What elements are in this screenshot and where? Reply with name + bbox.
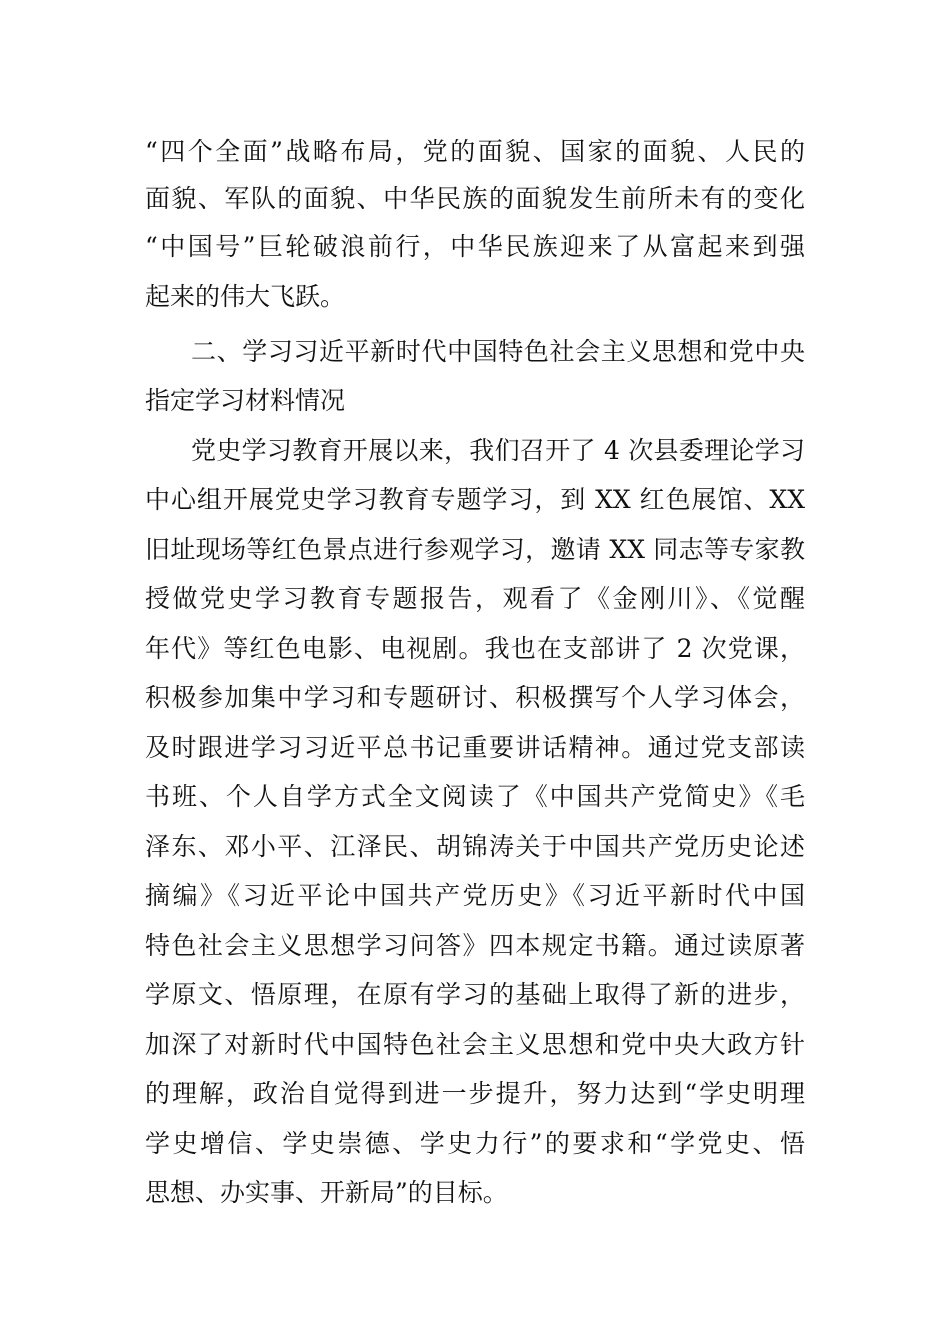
paragraph-line: 授做党史学习教育专题报告，观看了《金刚川》、《觉醒 [145, 584, 805, 613]
paragraph-line: 泽东、邓小平、江泽民、胡锦涛关于中国共产党历史论述 [145, 832, 805, 861]
paragraph-line: 的理解，政治自觉得到进一步提升，努力达到“学史明理 [145, 1079, 805, 1108]
paragraph-line: 旧址现场等红色景点进行参观学习，邀请 XX 同志等专家教 [145, 535, 805, 564]
paragraph-line: 学原文、悟原理，在原有学习的基础上取得了新的进步， [145, 980, 805, 1009]
paragraph-line: 面貌、军队的面貌、中华民族的面貌发生前所未有的变化 [145, 184, 805, 213]
paragraph-line: “中国号”巨轮破浪前行，中华民族迎来了从富起来到强 [145, 232, 805, 261]
paragraph-line: 思想、办实事、开新局”的目标。 [145, 1178, 508, 1207]
paragraph-line: 起来的伟大飞跃。 [145, 282, 346, 311]
paragraph-line: “四个全面”战略布局，党的面貌、国家的面貌、人民的 [145, 137, 805, 166]
paragraph-line: 学史增信、学史崇德、学史力行”的要求和“学党史、悟 [145, 1129, 805, 1158]
paragraph-line: 党史学习教育开展以来，我们召开了 4 次县委理论学习 [191, 436, 805, 465]
paragraph-line: 积极参加集中学习和专题研讨、积极撰写个人学习体会， [145, 683, 805, 712]
paragraph-line: 加深了对新时代中国特色社会主义思想和党中央大政方针 [145, 1030, 805, 1059]
section-heading-line: 指定学习材料情况 [145, 386, 346, 415]
section-heading-line: 二、学习习近平新时代中国特色社会主义思想和党中央 [191, 337, 805, 366]
paragraph-line: 特色社会主义思想学习问答》四本规定书籍。通过读原著 [145, 931, 805, 960]
paragraph-line: 摘编》《习近平论中国共产党历史》《习近平新时代中国 [145, 881, 805, 910]
paragraph-line: 及时跟进学习习近平总书记重要讲话精神。通过党支部读 [145, 733, 805, 762]
paragraph-line: 书班、个人自学方式全文阅读了《中国共产党简史》《毛 [145, 782, 805, 811]
paragraph-line: 年代》等红色电影、电视剧。我也在支部讲了 2 次党课， [145, 634, 805, 663]
paragraph-line: 中心组开展党史学习教育专题学习，到 XX 红色展馆、XX [145, 485, 805, 514]
